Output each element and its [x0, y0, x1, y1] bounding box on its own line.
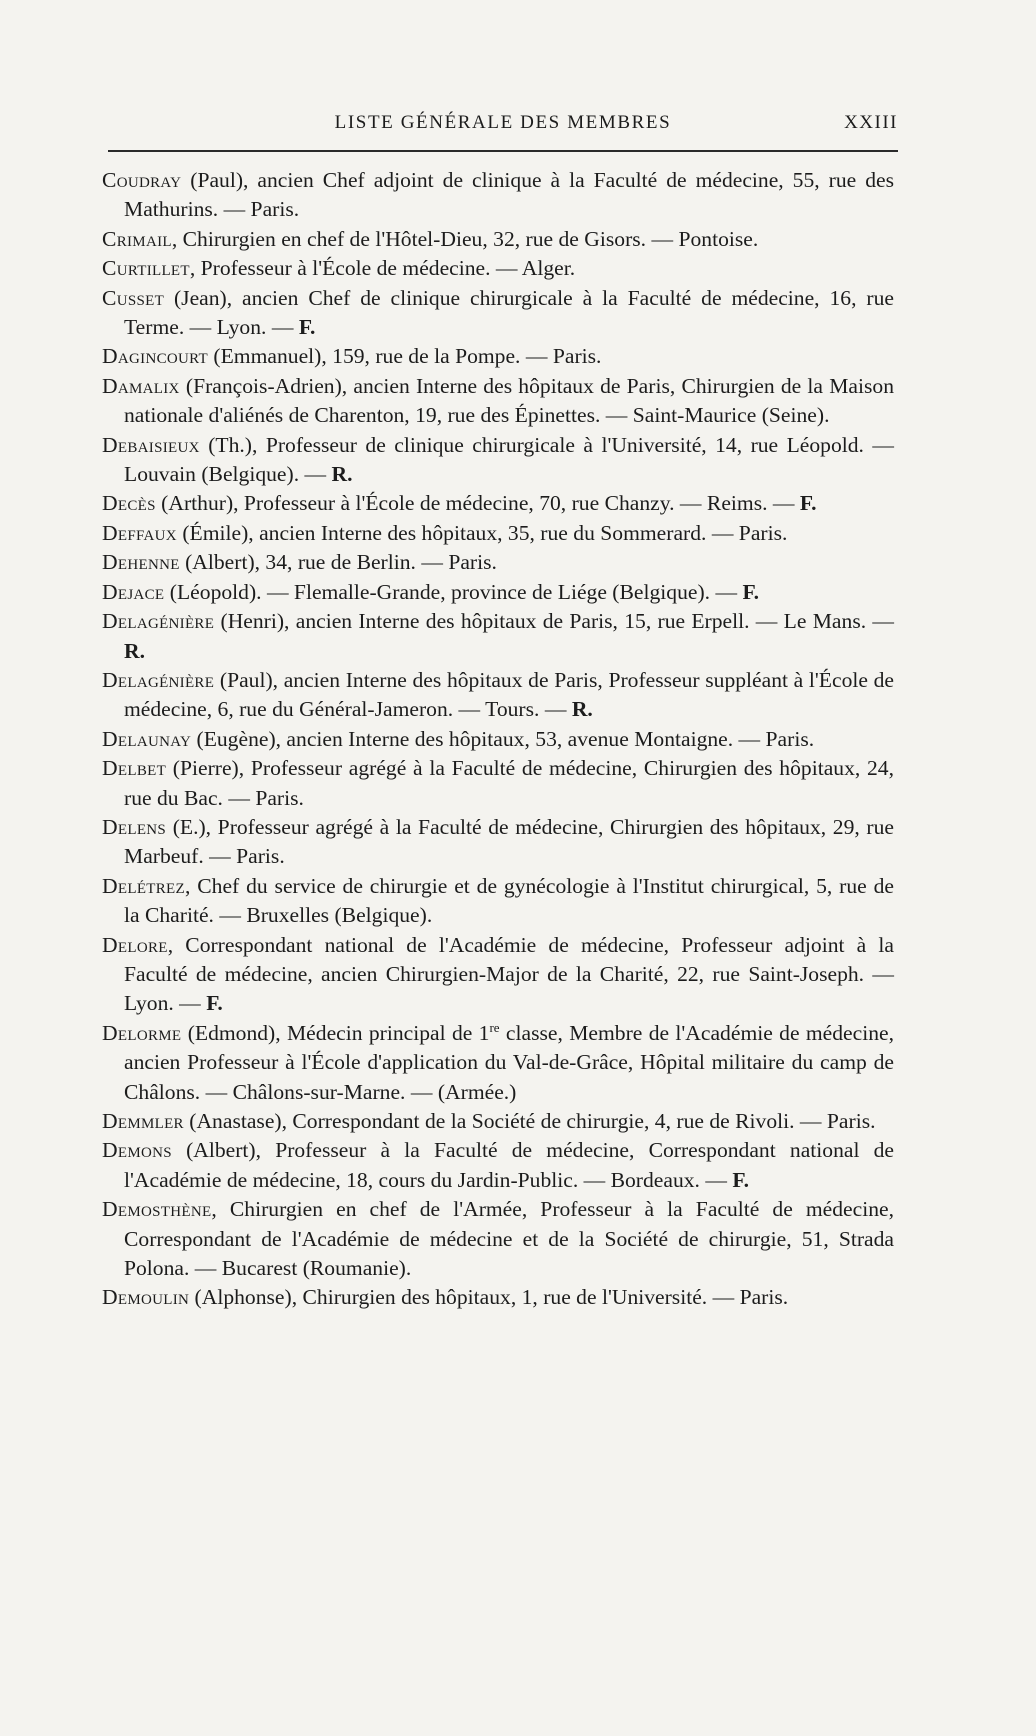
member-entry: [102, 1195, 894, 1283]
member-details: (E.), Professeur agrégé à la Faculté de médecine, Chirurgien des hôpitaux, 29, rue Marbeuf. — Paris.: [124, 814, 894, 869]
member-details: , Correspondant national de l'Académie de médecine, Professeur adjoint à la Faculté de médecine, ancien Chirurgien-Major de la Charité, 22, rue Saint-Joseph. — Lyon. —: [124, 932, 894, 1016]
member-entry: [102, 342, 894, 371]
member-entry: [102, 1107, 894, 1136]
member-surname: Crimail: [102, 226, 172, 251]
membership-mark: F.: [298, 315, 316, 340]
member-details: (Alphonse), Chirurgien des hôpitaux, 1, rue de l'Université. — Paris.: [189, 1285, 789, 1310]
member-surname: Dehenne: [102, 550, 180, 575]
member-details: , Chirurgien en chef de l'Armée, Professeur à la Faculté de médecine, Correspondant de l'Académie de médecine et de la Société de chirurgie, 51, Strada Polona. — Bucarest (Roumanie).: [124, 1197, 894, 1281]
member-entry: [102, 754, 894, 813]
membership-mark: R.: [571, 697, 593, 722]
running-head: [108, 112, 898, 142]
page-number: XXIII: [844, 112, 898, 133]
member-entry: [102, 166, 894, 225]
member-surname: Demosthène: [102, 1197, 212, 1222]
member-entry: [102, 431, 894, 490]
member-details: (Henri), ancien Interne des hôpitaux de Paris, 15, rue Erpell. — Le Mans. —: [214, 609, 894, 634]
member-surname: Delaunay: [102, 726, 192, 751]
member-entry: [102, 519, 894, 548]
member-entry: [102, 1019, 894, 1107]
member-details: (Paul), ancien Interne des hôpitaux de Paris, Professeur suppléant à l'École de médecine, 6, rue du Général-Jameron. — Tours. —: [124, 667, 894, 722]
member-details: (Anastase), Correspondant de la Société de chirurgie, 4, rue de Rivoli. — Paris.: [183, 1109, 876, 1133]
member-surname: Demons: [102, 1138, 172, 1163]
member-entry: [102, 1283, 894, 1312]
member-surname: Damalix: [102, 373, 180, 398]
member-details-continued: classe, Membre de l'Académie de médecine, ancien Professeur à l'École d'application du Val-de-Grâce, Hôpital militaire du camp de Châlons. — Châlons-sur-Marne. — (Armée.): [124, 1020, 894, 1104]
member-list: [102, 166, 894, 1313]
member-details: , Chirurgien en chef de l'Hôtel-Dieu, 32, rue de Gisors. — Pontoise.: [171, 226, 759, 251]
member-details: , Chef du service de chirurgie et de gynécologie à l'Institut chirurgical, 5, rue de la Charité. — Bruxelles (Belgique).: [124, 873, 894, 928]
member-details: (Arthur), Professeur à l'École de médecine, 70, rue Chanzy. — Reims. —: [155, 491, 800, 516]
member-surname: Cusset: [102, 285, 165, 310]
member-surname: Demmler: [102, 1109, 184, 1133]
member-entry: [102, 489, 894, 518]
member-details: (Albert), 34, rue de Berlin. — Paris.: [179, 550, 497, 575]
member-details: (Émile), ancien Interne des hôpitaux, 35, rue du Sommerard. — Paris.: [176, 520, 788, 545]
member-surname: Dagincourt: [102, 344, 209, 369]
member-details: (Paul), ancien Chef adjoint de clinique à la Faculté de médecine, 55, rue des Mathurins. — Paris.: [124, 168, 894, 222]
member-details: (Emmanuel), 159, rue de la Pompe. — Paris.: [208, 344, 602, 369]
membership-mark: F.: [206, 991, 223, 1016]
member-surname: Delétrez: [102, 873, 185, 898]
member-entry: [102, 666, 894, 725]
member-details: (Edmond), Médecin principal de 1: [181, 1020, 490, 1045]
member-entry: [102, 372, 894, 431]
membership-mark: F.: [799, 491, 817, 516]
member-surname: Dejace: [102, 579, 165, 604]
member-details: (Th.), Professeur de clinique chirurgicale à l'Université, 14, rue Léopold. — Louvain (Belgique). —: [124, 432, 894, 487]
member-surname: Delens: [102, 814, 167, 839]
member-surname: Delbet: [102, 756, 167, 781]
header-rule: [108, 150, 898, 152]
running-title: LISTE GÉNÉRALE DES MEMBRES: [334, 112, 672, 133]
membership-mark: R.: [331, 462, 353, 487]
membership-mark: F.: [742, 579, 760, 604]
member-surname: Delagénière: [102, 667, 215, 692]
member-entry: [102, 225, 894, 254]
member-entry: [102, 284, 894, 343]
member-surname: Coudray: [102, 168, 182, 192]
member-entry: [102, 725, 894, 754]
member-surname: Delagénière: [102, 609, 215, 634]
member-surname: Delore: [102, 932, 168, 957]
member-surname: Delorme: [102, 1020, 182, 1045]
member-surname: Deffaux: [102, 520, 177, 545]
member-surname: Debaisieux: [102, 432, 200, 457]
member-details: (François-Adrien), ancien Interne des hôpitaux de Paris, Chirurgien de la Maison nationale d'aliénés de Charenton, 19, rue des Épinettes. — Saint-Maurice (Seine).: [124, 373, 894, 428]
ordinal-superscript: re: [489, 1019, 500, 1035]
member-details: , Professeur à l'École de médecine. — Alger.: [189, 256, 576, 281]
member-entry: [102, 254, 894, 283]
member-entry: [102, 548, 894, 577]
member-details: (Albert), Professeur à la Faculté de médecine, Correspondant national de l'Académie de médecine, 18, cours du Jardin-Public. — Bordeaux. —: [124, 1138, 894, 1192]
member-details: (Léopold). — Flemalle-Grande, province de Liége (Belgique). —: [164, 579, 743, 604]
member-entry: [102, 931, 894, 1019]
member-entry: [102, 813, 894, 872]
member-entry: [102, 872, 894, 931]
member-entry: [102, 1136, 894, 1195]
member-surname: Demoulin: [102, 1285, 190, 1310]
membership-mark: R.: [124, 638, 145, 663]
member-entry: [102, 578, 894, 607]
member-surname: Curtillet: [102, 256, 190, 281]
member-details: (Pierre), Professeur agrégé à la Faculté de médecine, Chirurgien des hôpitaux, 24, rue du Bac. — Paris.: [124, 756, 894, 810]
member-details: (Jean), ancien Chef de clinique chirurgicale à la Faculté de médecine, 16, rue Terme. — Lyon. —: [124, 285, 894, 340]
membership-mark: F.: [732, 1167, 749, 1192]
member-entry: [102, 607, 894, 666]
member-surname: Decès: [102, 491, 156, 516]
member-details: (Eugène), ancien Interne des hôpitaux, 53, avenue Montaigne. — Paris.: [191, 726, 815, 751]
